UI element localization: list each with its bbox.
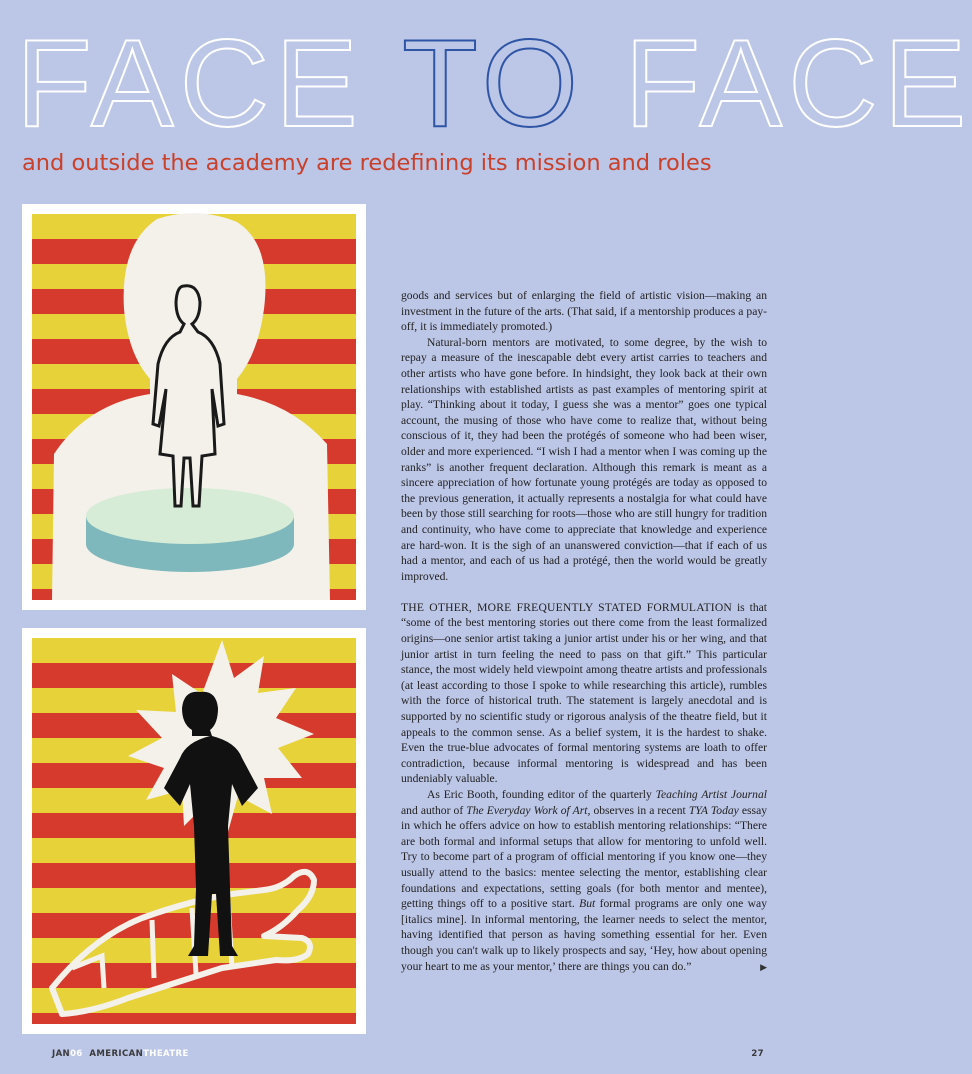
footer-mag-theatre: THEATRE xyxy=(143,1049,189,1059)
publication-title: TYA Today xyxy=(688,803,739,817)
article-paragraph-1: goods and services but of enlarging the field of artistic vision—making an investment in the future of the arts. (That said, if a mentorship produces a pay-off, it is immediately promoted.) xyxy=(401,289,767,334)
footer-year: 06 xyxy=(70,1049,83,1059)
illustration-figure-on-pedestal xyxy=(22,204,366,610)
figure-on-pedestal-art xyxy=(32,214,356,600)
journal-title: Teaching Artist Journal xyxy=(655,788,767,801)
figure-in-hand-art xyxy=(32,638,356,1024)
continue-arrow-icon: ▶ xyxy=(760,962,767,973)
article-paragraph-4-a: As Eric Booth, founding editor of the quarterly xyxy=(427,788,656,801)
article-paragraph-4 xyxy=(401,787,767,974)
footer-month: JAN xyxy=(52,1049,71,1059)
page-number: 27 xyxy=(751,1049,764,1059)
illustration-figure-in-hand xyxy=(22,628,366,1034)
headline-face-1: FACE xyxy=(16,15,403,153)
section-lead-in: THE OTHER, MORE FREQUENTLY STATED FORMULATION xyxy=(401,600,732,614)
article-paragraph-4-c: observes in a recent xyxy=(590,803,689,817)
book-title: The Everyday Work of Art, xyxy=(466,803,591,817)
article-paragraph-3-text: is that “some of the best mentoring stories out there come from the least formalized origins—one senior artist taking a junior artist under his or her wing, and that junior artist in turn feeling the need to pass on that gift.” This particular stance, the most widely held viewpoint among theatre artists and professionals (at least according to those I spoke to while researching this article), rumbles with the force of historical truth. The statement is largely anecdotal and is supported by no scientific study or rigorous analysis of the theatre field, but it appeals to the common sense. As a belief system, it is the hardest to shake. Even the true-blue advocates of formal mentoring systems are loath to offer contradiction, because informal mentoring is widespread and has been undeniably valuable. xyxy=(401,600,767,786)
article-paragraph-4-d: essay in which he offers advice on how to establish mentoring relationships: “There are both formal and informal setups that allow for mentoring to unfold well. Try to become part of a program of official mentoring if you know one—they usually attend to the basics: mentee selecting the mentor, establishing clear foundations and expectations, setting goals (for both mentor and mentee), getting things off to a positive start. xyxy=(401,803,768,911)
headline xyxy=(16,15,972,153)
headline-face-2: FACE xyxy=(584,15,972,153)
article-paragraph-3 xyxy=(401,600,767,787)
headline-to: TO xyxy=(402,15,585,153)
article-paragraph-4-e: formal programs are only one way [italics mine]. In informal mentoring, the learner needs to select the mentor, having identified that person as having something essential for her. Even though you can't walk up to likely prospects and say, ‘Hey, how about opening your heart to me as your mentor,’ there are things you can do.” xyxy=(401,897,767,973)
article-paragraph-4-b: and author of xyxy=(401,803,467,817)
article-paragraph-2: Natural-born mentors are motivated, to some degree, by the wish to repay a measure of the inescapable debt every artist carries to teachers and other artists who have gone before. In hindsight, they look back at their own relationships with established artists as past examples of mentoring spirit at play. “Thinking about it today, I guess she was a mentor” goes one typical account, the musing of those who have come to realize that, without being conscious of it, they had been the protégés of someone who had been wiser, older and more experienced. “I wish I had a mentor when I was coming up the ranks” is another frequent declaration. Although this remark is meant as a sincere appreciation of how fortunate young protégés are today as opposed to the previous generation, it actually represents a nostalgia for what could have been by those still searching for roots—those who are still hungry for tradition and continuity, who have come to appreciate that knowledge and experience are hard-won. It is the sigh of an unanswered conviction—that if each of us had a mentor, and each of us had a protégé, then the world would be greatly improved. xyxy=(401,335,767,583)
footer-mag-american: AMERICAN xyxy=(89,1049,144,1059)
subhead: and outside the academy are redefining its mission and roles xyxy=(22,150,712,176)
article-body xyxy=(401,288,767,976)
page-footer xyxy=(52,1049,772,1065)
emphasis-but: But xyxy=(579,897,596,911)
